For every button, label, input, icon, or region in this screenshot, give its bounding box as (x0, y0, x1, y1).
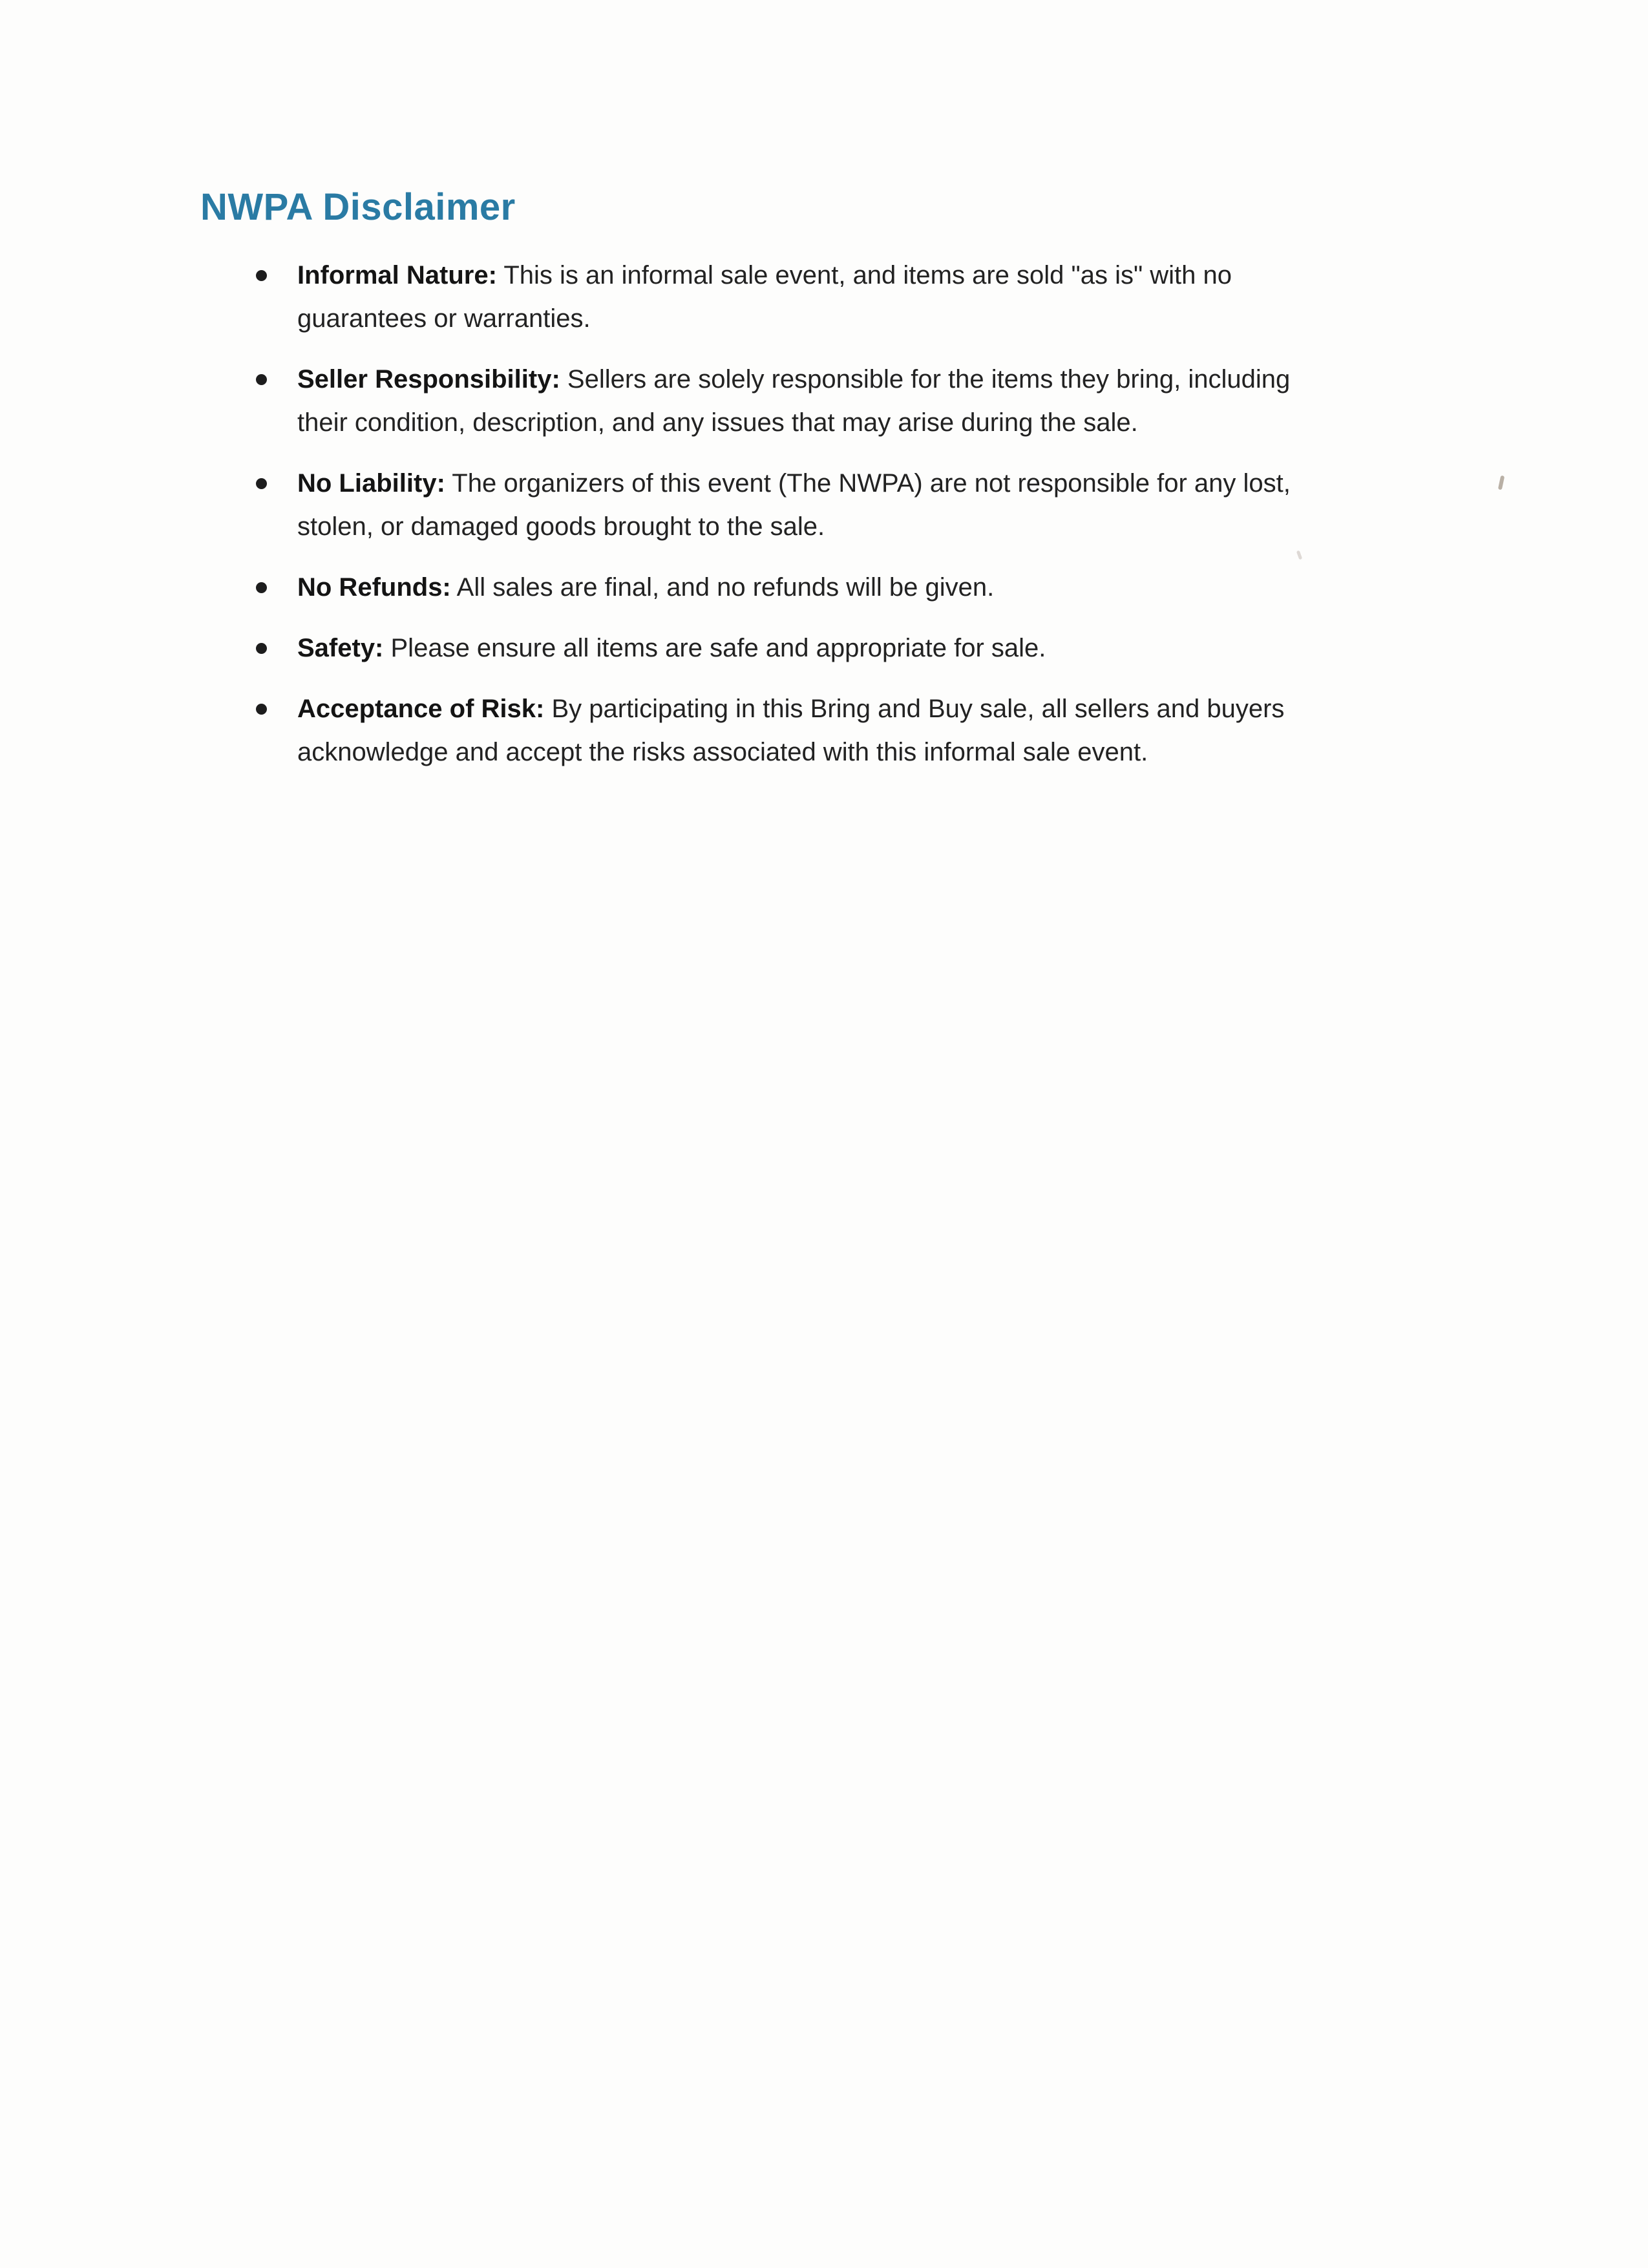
bullet-text: Please ensure all items are safe and appropriate for sale. (383, 634, 1046, 662)
page-title: NWPA Disclaimer (200, 186, 516, 228)
list-item (200, 358, 1299, 445)
bullet-text: The organizers of this event (The NWPA) are not responsible for any lost, stolen, or damaged goods brought to the sale. (297, 469, 1291, 541)
document-content (200, 184, 1441, 792)
bullet-icon (256, 374, 267, 385)
scan-artifact (1498, 476, 1505, 490)
disclaimer-list (200, 254, 1299, 774)
list-item (200, 627, 1299, 670)
bullet-icon (256, 704, 267, 715)
list-item (200, 462, 1299, 549)
bullet-text: All sales are final, and no refunds will be given. (450, 573, 995, 602)
list-item (200, 566, 1299, 609)
bullet-text: This is an informal sale event, and items are sold "as is" with no guarantees or warranties. (297, 261, 1232, 333)
bullet-text: Sellers are solely responsible for the items they bring, including their condition, description, and any issues that may arise during the sale. (297, 365, 1291, 437)
bullet-label: Seller Responsibility: (297, 365, 560, 394)
bullet-label: No Refunds: (297, 573, 451, 602)
list-item (200, 254, 1299, 341)
bullet-icon (256, 582, 267, 593)
list-item (200, 688, 1299, 774)
bullet-label: Safety: (297, 634, 384, 662)
bullet-text: By participating in this Bring and Buy sale, all sellers and buyers acknowledge and accept the risks associated with this informal sale event. (297, 695, 1285, 766)
bullet-label: Informal Nature: (297, 261, 497, 289)
bullet-icon (256, 643, 267, 654)
bullet-label: No Liability: (297, 469, 445, 498)
bullet-icon (256, 270, 267, 281)
bullet-icon (256, 478, 267, 489)
bullet-label: Acceptance of Risk: (297, 695, 545, 723)
